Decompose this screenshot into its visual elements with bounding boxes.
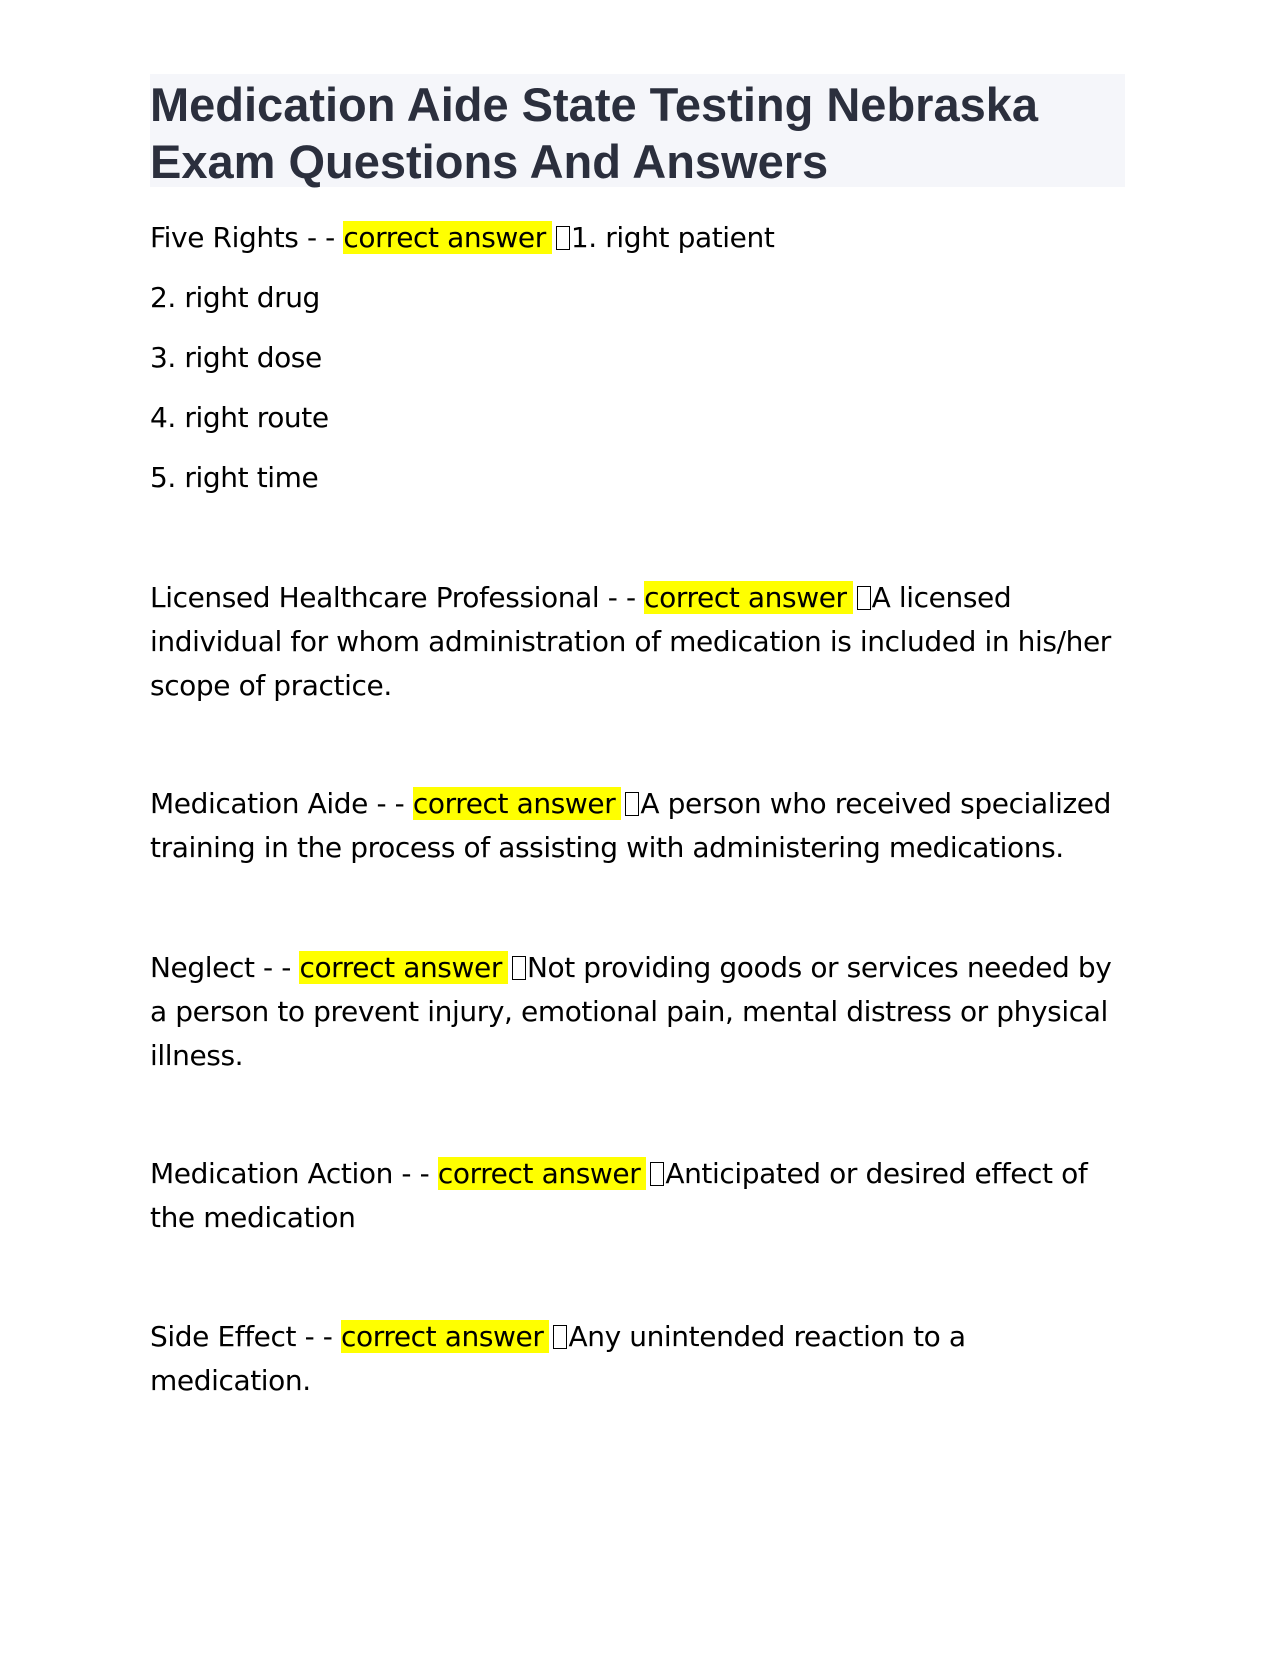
qa-answer-line: 1. right patient <box>570 221 775 254</box>
qa-answer-line-4: 4. right route <box>150 401 329 434</box>
qa-entry-licensed-healthcare-professional <box>150 576 1125 708</box>
qa-separator: - - <box>298 221 344 254</box>
qa-term: Medication Aide <box>150 787 368 820</box>
qa-entry-medication-action <box>150 1152 1125 1240</box>
qa-term: Medication Action <box>150 1157 393 1190</box>
qa-entry-medication-aide <box>150 782 1125 870</box>
qa-entry-five-rights <box>150 216 1125 260</box>
qa-separator: - - <box>367 787 413 820</box>
title-block <box>150 74 1125 187</box>
missing-glyph-box-icon <box>625 792 639 816</box>
missing-glyph-box-icon <box>650 1162 664 1186</box>
qa-entry-side-effect <box>150 1315 1125 1403</box>
missing-glyph-box-icon <box>512 956 526 980</box>
missing-glyph-box-icon <box>857 586 871 610</box>
correct-answer-highlight: correct answer <box>341 1320 549 1353</box>
qa-answer-line-5: 5. right time <box>150 461 319 494</box>
correct-answer-highlight: correct answer <box>438 1157 646 1190</box>
qa-separator: - - <box>254 951 300 984</box>
qa-term: Licensed Healthcare Professional <box>150 581 600 614</box>
qa-separator: - - <box>599 581 645 614</box>
title-line-2: Exam Questions And Answers <box>150 135 829 188</box>
document-page <box>150 74 1125 187</box>
qa-answer-line-2: 2. right drug <box>150 281 320 314</box>
qa-answer: A person who received specialized training in the process of assisting with administering medications. <box>150 787 1111 864</box>
qa-term: Side Effect <box>150 1320 297 1353</box>
qa-answer: Any unintended reaction to a medication. <box>150 1320 966 1397</box>
correct-answer-highlight: correct answer <box>644 581 852 614</box>
missing-glyph-box-icon <box>553 1325 567 1349</box>
title-line-1: Medication Aide State Testing Nebraska <box>150 78 1038 131</box>
missing-glyph-box-icon <box>556 226 570 250</box>
qa-term: Five Rights <box>150 221 299 254</box>
qa-answer: Anticipated or desired effect of the medication <box>150 1157 1088 1234</box>
correct-answer-highlight: correct answer <box>413 787 621 820</box>
qa-answer-line-3: 3. right dose <box>150 341 322 374</box>
correct-answer-highlight: correct answer <box>299 951 507 984</box>
qa-answer: A licensed individual for whom administration of medication is included in his/her scope of practice. <box>150 581 1111 702</box>
qa-entry-neglect <box>150 946 1125 1078</box>
qa-answer: Not providing goods or services needed by a person to prevent injury, emotional pain, mental distress or physical illness. <box>150 951 1112 1072</box>
document-title <box>150 76 1125 190</box>
correct-answer-highlight: correct answer <box>343 221 551 254</box>
qa-separator: - - <box>392 1157 438 1190</box>
qa-term: Neglect <box>150 951 255 984</box>
qa-separator: - - <box>296 1320 341 1353</box>
